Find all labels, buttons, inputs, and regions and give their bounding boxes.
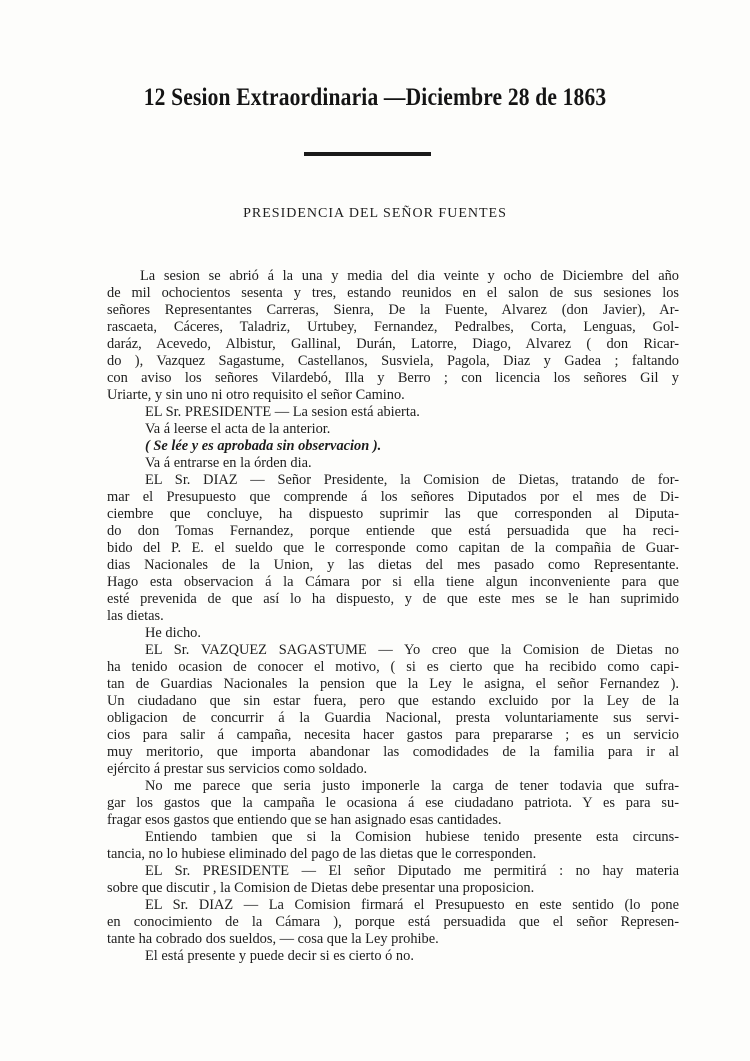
text-line: ha tenido ocasion de conocer el motivo, ( si es cierto que ha recibido como capi- <box>107 659 679 675</box>
text-line: La sesion se abrió á la una y media del dia veinte y ocho de Diciembre del año <box>140 268 679 284</box>
text-line: Uriarte, y sin uno ni otro requisito el señor Camino. <box>107 387 405 403</box>
text-line: obligacion de concurrir á la Guardia Nacional, presta voluntariamente sus servi- <box>107 710 679 726</box>
text-line: Entiendo tambien que si la Comision hubiese tenido presente esta circuns- <box>145 829 679 845</box>
text-line: EL Sr. VAZQUEZ SAGASTUME — Yo creo que la Comision de Dietas no <box>145 642 679 658</box>
presidency-heading: PRESIDENCIA DEL SEÑOR FUENTES <box>243 206 507 221</box>
text-line: Hago esta observacion á la Cámara por si ella tiene algun inconveniente para que <box>107 574 679 590</box>
text-line: en conocimiento de la Cámara ), porque está persuadida que el señor Represen- <box>107 914 679 930</box>
text-line: do ), Vazquez Sagastume, Castellanos, Susviela, Pagola, Diaz y Gadea ; faltando <box>107 353 679 369</box>
text-line: muy meritorio, que importa abandonar las comodidades de la familia para ir al <box>107 744 679 760</box>
text-line: tan de Guardias Nacionales la pension que la Ley le asigna, el señor Fernandez ). <box>107 676 679 692</box>
text-line: de mil ochocientos sesenta y tres, estando reunidos en el salon de sus sesiones los <box>107 285 679 301</box>
text-line: ( Se lée y es aprobada sin observacion ). <box>145 438 382 454</box>
session-title: 12 Sesion Extraordinaria —Diciembre 28 de 1863 <box>143 84 607 111</box>
text-line: rascaeta, Cáceres, Taladriz, Urtubey, Fernandez, Pedralbes, Corta, Lenguas, Gol- <box>107 319 679 335</box>
text-line: EL Sr. DIAZ — Señor Presidente, la Comision de Dietas, tratando de for- <box>145 472 679 488</box>
text-line: EL Sr. DIAZ — La Comision firmará el Presupuesto en este sentido (lo pone <box>145 897 679 913</box>
text-line: cios para salir á campaña, necesita hacer gastos para prepararse ; es un servicio <box>107 727 679 743</box>
text-line: esté prevenida de que así lo ha dispuesto, y de que este mes se le han suprimido <box>107 591 679 607</box>
text-line: gar los gastos que la campaña le ocasiona á ese ciudadano patriota. Y es para su- <box>107 795 679 811</box>
text-line: EL Sr. PRESIDENTE — El señor Diputado me permitirá : no hay materia <box>145 863 679 879</box>
text-line: con aviso los señores Vilardebó, Illa y Berro ; con licencia los señores Gil y <box>107 370 679 386</box>
text-line: señores Representantes Carreras, Sienra, De la Fuente, Alvarez (don Javier), Ar- <box>107 302 679 318</box>
text-line: No me parece que seria justo imponerle la carga de tener todavia que sufra- <box>145 778 679 794</box>
text-line: las dietas. <box>107 608 164 624</box>
text-line: daráz, Acevedo, Albistur, Gallinal, Durán, Latorre, Diago, Alvarez ( don Ricar- <box>107 336 679 352</box>
text-line: Va á leerse el acta de la anterior. <box>145 421 331 437</box>
text-line: tancia, no lo hubiese eliminado del pago de las dietas que le corresponden. <box>107 846 537 862</box>
text-line: mar el Presupuesto que comprende á los señores Diputados por el mes de Di- <box>107 489 679 505</box>
title-divider-rule <box>304 152 431 156</box>
text-line: Va á entrarse en la órden dia. <box>145 455 312 471</box>
text-line: ejército á prestar sus servicios como soldado. <box>107 761 368 777</box>
session-minutes-body <box>107 268 679 965</box>
text-line: dias Nacionales de la Union, y las dietas del mes pasado como Representante. <box>107 557 679 573</box>
text-line: ciembre que concluye, ha dispuesto suprimir las que corresponden al Diputa- <box>107 506 679 522</box>
text-line: He dicho. <box>145 625 201 641</box>
text-line: El está presente y puede decir si es cierto ó no. <box>145 948 414 964</box>
text-line: sobre que discutir , la Comision de Dietas debe presentar una proposicion. <box>107 880 535 896</box>
text-line: do don Tomas Fernandez, porque entiende que está persuadida que ha reci- <box>107 523 679 539</box>
text-line: bido del P. E. el sueldo que le corresponde como capitan de la compañia de Guar- <box>107 540 679 556</box>
text-line: EL Sr. PRESIDENTE — La sesion está abierta. <box>145 404 420 420</box>
text-line: Un ciudadano que sin estar fuera, pero que estando excluido por la Ley de la <box>107 693 679 709</box>
text-line: fragar esos gastos que entiendo que se han asignado esas cantidades. <box>107 812 502 828</box>
text-line: tante ha cobrado dos sueldos, — cosa que la Ley prohibe. <box>107 931 439 947</box>
